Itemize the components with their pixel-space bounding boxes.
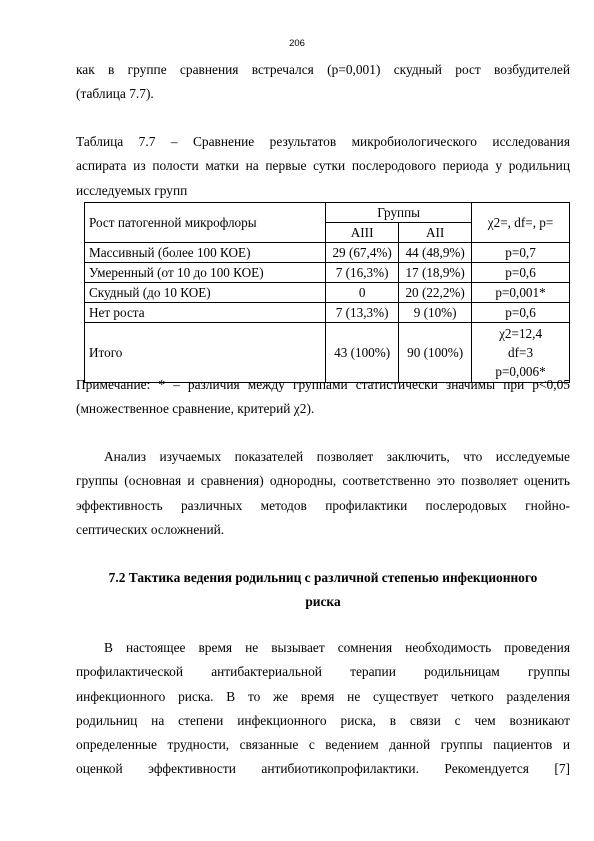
- section-heading: [76, 566, 570, 614]
- text-line: септических осложнений.: [76, 521, 225, 537]
- text-line: (таблица 7.7).: [76, 86, 154, 102]
- table-row: [85, 283, 570, 303]
- cell-p: p=0,6: [472, 303, 570, 323]
- table-note: [76, 373, 570, 422]
- header-stat: χ2=, df=, p=: [472, 203, 570, 243]
- text-line: Таблица 7.7 – Сравнение результатов микробиологического исследования: [76, 134, 570, 149]
- cell-a: 7 (16,3%): [326, 263, 399, 283]
- analysis-paragraph: [76, 445, 570, 542]
- stat-line: χ2=12,4: [499, 326, 543, 341]
- page-number: 206: [289, 38, 305, 49]
- table-row: [85, 263, 570, 283]
- row-label: Массивный (более 100 КОЕ): [85, 243, 326, 263]
- text-line: родильниц на степени инфекционного риска, в связи с чем возникают: [76, 712, 570, 728]
- text-line: аспирата из полости матки на первые сутки послеродового периода у родильниц: [76, 158, 570, 174]
- text-line: инфекционного риска. В то же время не существует четкого разделения: [76, 688, 570, 704]
- header-group-b: AII: [399, 223, 472, 243]
- row-label: Скудный (до 10 КОЕ): [85, 283, 326, 303]
- header-groups: Группы: [326, 203, 472, 223]
- header-row-label: Рост патогенной микрофлоры: [85, 203, 326, 243]
- cell-a: 43 (100%): [326, 323, 399, 383]
- results-table: [84, 202, 570, 383]
- text-line: группы (основная и сравнения) однородны, соответственно это позволяет оценить: [76, 473, 570, 489]
- cell-b: 44 (48,9%): [399, 243, 472, 263]
- row-label: Нет роста: [85, 303, 326, 323]
- cell-a: 7 (13,3%): [326, 303, 399, 323]
- cell-b: 9 (10%): [399, 303, 472, 323]
- text-line: оценкой эффективности антибиотикопрофилактики. Рекомендуется [7]: [76, 761, 570, 777]
- cell-a: 29 (67,4%): [326, 243, 399, 263]
- intro-paragraph: [76, 58, 570, 107]
- cell-p: p=0,6: [472, 263, 570, 283]
- cell-p: p=0,7: [472, 243, 570, 263]
- cell-p: p=0,001*: [472, 283, 570, 303]
- stat-line: df=3: [508, 345, 534, 360]
- text-line: профилактической антибактериальной терапии родильницам группы: [76, 664, 570, 680]
- text-line: определенные трудности, связанные с ведением данной группы пациентов и: [76, 737, 570, 753]
- table-row: [85, 303, 570, 323]
- heading-line: 7.2 Тактика ведения родильниц с различной степенью инфекционного: [108, 570, 538, 585]
- cell-a: 0: [326, 283, 399, 303]
- cell-b: 20 (22,2%): [399, 283, 472, 303]
- stat-line: p=0,006*: [495, 364, 546, 379]
- header-group-a: AIII: [326, 223, 399, 243]
- table-row: [85, 243, 570, 263]
- text-line: эффективность различных методов профилактики послеродовых гнойно-: [76, 497, 570, 513]
- text-line: Примечание: * – различия между группами статистически значимы при p<0,05: [76, 377, 570, 392]
- text-line: как в группе сравнения встречался (p=0,001) скудный рост возбудителей: [76, 62, 570, 77]
- text-line: (множественное сравнение, критерий χ2).: [76, 401, 315, 417]
- cell-b: 17 (18,9%): [399, 263, 472, 283]
- body-paragraph: [76, 636, 570, 782]
- text-line: В настоящее время не вызывает сомнения необходимость проведения: [104, 640, 570, 655]
- heading-line: риска: [305, 594, 341, 609]
- cell-b: 90 (100%): [399, 323, 472, 383]
- text-line: Анализ изучаемых показателей позволяет заключить, что исследуемые: [104, 449, 570, 464]
- row-label: Итого: [85, 323, 326, 383]
- row-label: Умеренный (от 10 до 100 КОЕ): [85, 263, 326, 283]
- table-caption: [76, 130, 570, 203]
- text-line: исследуемых групп: [76, 182, 188, 198]
